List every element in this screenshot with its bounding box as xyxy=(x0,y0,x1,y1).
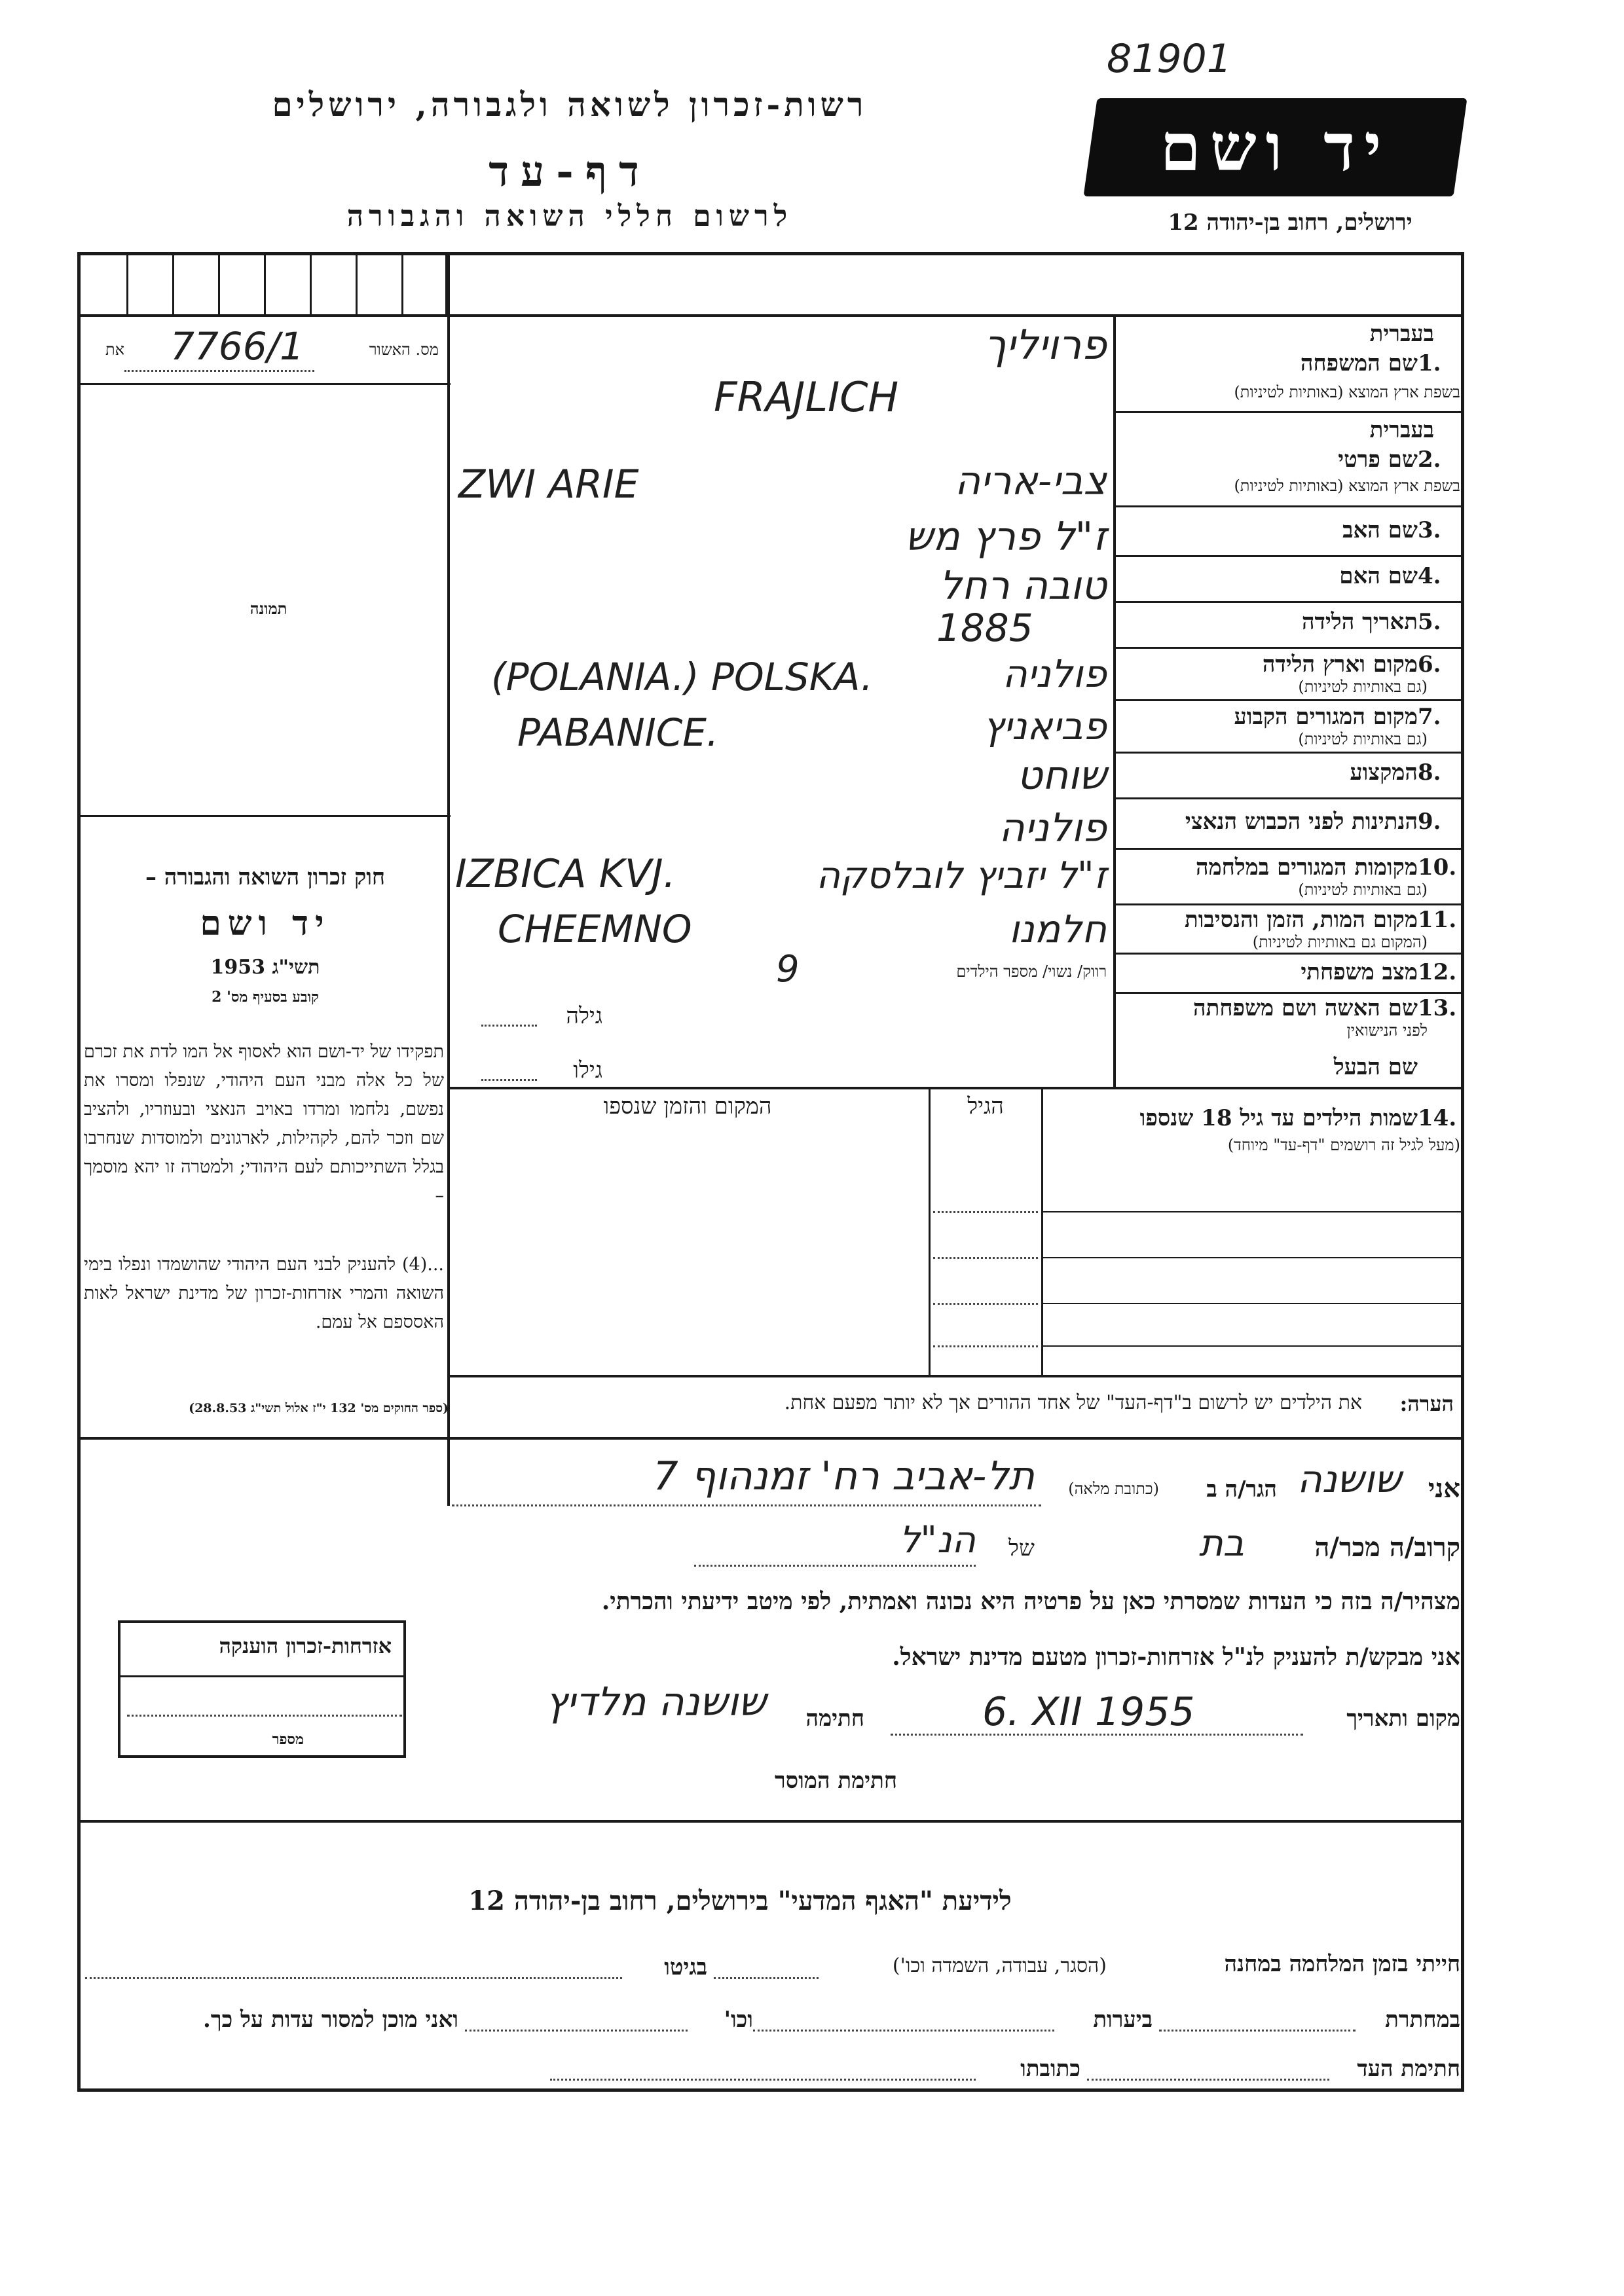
field-num-7: 7. xyxy=(1418,704,1441,730)
wartime-residence-hebrew: ז"ל יזביץ לובלסקה xyxy=(816,854,1107,897)
law-year: תשי"ג 1953 xyxy=(210,956,320,979)
field-note-6: (גם באותיות לטיניות) xyxy=(1298,678,1428,696)
decl-relation-label: קרוב/ה מכר/ה xyxy=(1314,1532,1460,1563)
law-source: (ספר החוקים מס' 132 י"ז אלול תשי"ג 28.8.53) xyxy=(189,1401,449,1415)
field-note-1: בשפת ארץ המוצא (באותיות לטיניות) xyxy=(1234,383,1460,401)
field-label-13: שם האשה ושם משפחתה xyxy=(1193,995,1418,1021)
remark-label: הערה: xyxy=(1399,1391,1454,1416)
law-name: יד ושם xyxy=(200,903,331,943)
field-num-14: 14. xyxy=(1418,1105,1457,1131)
birth-year: 1885 xyxy=(936,606,1033,650)
birthplace-latin: (POLANIA.) POLSKA. xyxy=(491,655,873,699)
field-label-6: מקום וארץ הלידה xyxy=(1262,651,1418,678)
decl-resident-label: הגר/ה ב xyxy=(1206,1476,1277,1503)
law-text: תפקידו של יד-ושם הוא לאסוף אל המו לדת את זכרם של כל אלה מבני העם היהודי, שנפלו ומסרו את נפשם, נלחמו ומרדו באויב הנאצי ובעוזריו, ולהציב שם וזכר להם, לקהילות, לארגונים ולמוסדות שנחרבו בגלל השתייכותם לעם היהודי; ולמטרה זו יהא מוסמך – xyxy=(84,1042,444,1206)
profession: שוחט xyxy=(1017,753,1107,799)
wife-age-label: גילה xyxy=(566,1003,602,1029)
field-num-3: 3. xyxy=(1418,517,1441,543)
address: ירושלים, רחוב בן-יהודה 12 xyxy=(1168,210,1412,236)
field-label-5: תאריך הלידה xyxy=(1301,609,1418,635)
field-note-13: לפני הנישואין xyxy=(1346,1021,1428,1040)
decl-statement-1: מצהיר/ה בזה כי העדות שמסרתי כאן על פרטיה היא נכונה ואמתית, לפי מיטב ידיעתי והכרתי. xyxy=(601,1588,1460,1615)
field-note-7: (גם באותיות לטיניות) xyxy=(1298,730,1428,748)
husband-label: שם הבעל xyxy=(1333,1054,1418,1080)
decl-address-value: תל-אביב רח' זמנהוף 7 xyxy=(653,1453,1035,1499)
decl-of-label: של xyxy=(1008,1535,1035,1561)
husband-age-label: גילו xyxy=(573,1057,602,1084)
decl-statement-2: אני מבקש/ת להעניק לנ"ל אזרחות-זכרון מטעם מדינת ישראל. xyxy=(892,1643,1460,1671)
stamp-box-number-label: מספר xyxy=(272,1731,304,1748)
decl-of-value: הנ"ל xyxy=(899,1519,976,1561)
logo-text: יד ושם xyxy=(1160,109,1391,186)
field-label-9: הנתינות לפני הכבוש הנאצי xyxy=(1185,809,1418,835)
death-place-hebrew: חלמנו xyxy=(1008,907,1107,951)
col-age-header: הגיל xyxy=(967,1093,1004,1120)
decl-relation-value: בת xyxy=(1198,1522,1244,1565)
approval-number: 7766/1 xyxy=(170,324,304,369)
decl-date-value: 6. XII 1955 xyxy=(982,1689,1195,1735)
field-num-8: 8. xyxy=(1418,759,1441,786)
reference-number: 81901 xyxy=(1107,36,1232,82)
footer-title: לידיעת "האגף המדעי" בירושלים, רחוב בן-יהודה 12 xyxy=(468,1886,1012,1916)
birthplace-hebrew: פולניה xyxy=(1002,651,1107,696)
decl-i-label: אני xyxy=(1428,1473,1460,1504)
photo-label: תמונה xyxy=(249,599,287,618)
field-num-5: 5. xyxy=(1418,609,1441,635)
citizenship-stamp-box xyxy=(118,1620,406,1758)
form-subtitle: לרשום חללי השואה והגבורה xyxy=(346,200,793,233)
field-note-14: (מעל לגיל זה רושמים "דף-עד" מיוחד) xyxy=(1227,1136,1460,1154)
law-clause: קובע בסעיף מס' 2 xyxy=(212,989,319,1006)
residence-hebrew: פביאניץ xyxy=(983,704,1107,748)
field-num-4: 4. xyxy=(1418,563,1441,589)
footer-line2-end: ואני מוכן למסור עדות על כך. xyxy=(203,2007,458,2033)
footer-line1-label: חייתי בזמן המלחמה במחנה xyxy=(1224,1951,1460,1977)
footer-line2-etc: וכו' xyxy=(724,2007,753,2033)
decl-signature: שושנה מלדיץ xyxy=(545,1679,766,1725)
approval-label: מס. האשור xyxy=(369,340,439,359)
approval-suffix: את xyxy=(105,340,124,359)
surname-latin: FRAJLICH xyxy=(714,373,899,421)
footer-line3-mid: כתובתו xyxy=(1020,2056,1080,2082)
remark-text: את הילדים יש לרשום ב"דף-העד" של אחד ההורים אך לא יותר מפעם אחת. xyxy=(784,1391,1362,1414)
field-label-8: המקצוע xyxy=(1350,759,1418,786)
field-num-13: 13. xyxy=(1418,995,1457,1021)
death-place-latin: CHEEMNO xyxy=(498,907,692,951)
field-label-14: שמות הילדים עד גיל 18 שנספו xyxy=(1139,1105,1418,1131)
field-label-1: שם המשפחה xyxy=(1300,350,1418,376)
field-num-1: 1. xyxy=(1418,350,1441,376)
citizenship: פולניה xyxy=(999,805,1107,851)
footer-line2-label: במחתרת xyxy=(1385,2007,1460,2033)
field-note-2: בשפת ארץ המוצא (באותיות לטיניות) xyxy=(1234,477,1460,495)
lang-hebrew-1: בעברית xyxy=(1369,321,1434,347)
field-label-2: שם פרטי xyxy=(1338,446,1418,473)
field-label-10: מקומות המגורים במלחמה xyxy=(1195,854,1418,881)
stamp-box-title: אזרחות-זכרון הוענקה xyxy=(219,1633,392,1658)
decl-address-hint: (כתובת מלאה) xyxy=(1068,1480,1159,1498)
footer-line3-label: חתימת העד xyxy=(1357,2056,1460,2082)
children-count: 9 xyxy=(776,948,800,991)
field-sub-12: רווק/ נשוי/ מספר הילדים xyxy=(956,962,1107,981)
field-num-12: 12. xyxy=(1418,959,1457,985)
decl-sorter-label: חתימת המוסר xyxy=(775,1768,897,1794)
field-num-9: 9. xyxy=(1418,809,1441,835)
field-label-12: מצב משפחתי xyxy=(1301,959,1418,985)
residence-latin: PABANICE. xyxy=(517,710,719,755)
decl-i-value: שושנה xyxy=(1297,1457,1401,1501)
wartime-residence-latin: IZBICA KVJ. xyxy=(455,851,676,897)
yad-vashem-logo xyxy=(1083,98,1467,196)
field-label-4: שם האם xyxy=(1339,563,1418,589)
field-label-7: מקום המגורים הקבוע xyxy=(1234,704,1418,730)
authority-title: רשות-זכרון לשואה ולגבורה, ירושלים xyxy=(272,85,868,124)
form-title: דף-עד xyxy=(489,147,651,196)
footer-line1-hint: (הסגר, עבודה, השמדה וכו') xyxy=(892,1954,1107,1977)
footer-line1-end: בגיטו xyxy=(664,1954,707,1980)
field-num-2: 2. xyxy=(1418,446,1441,473)
field-label-11: מקום המות, הזמן והנסיבות xyxy=(1184,907,1418,933)
decl-signature-label: חתימה xyxy=(805,1705,864,1732)
law-text-2: ...(4) להעניק לבני העם היהודי שהושמדו ונפלו בימי השואה והמרי אזרחות-זכרון של מדינת ישראל לאות האסספם אל עמם. xyxy=(84,1254,444,1332)
field-note-11: (המקום גם באותיות לטיניות) xyxy=(1252,933,1428,951)
surname-hebrew: פרויליך xyxy=(984,321,1107,369)
field-label-3: שם האב xyxy=(1342,517,1418,543)
code-boxes xyxy=(81,255,447,314)
field-num-11: 11. xyxy=(1418,907,1457,933)
field-note-10: (גם באותיות לטיניות) xyxy=(1298,881,1428,899)
law-title: חוק זכרון השואה והגבורה – xyxy=(145,864,386,890)
field-num-10: 10. xyxy=(1418,854,1457,881)
footer-line2-mid: ביערות xyxy=(1093,2007,1153,2033)
firstname-hebrew: צבי-אריה xyxy=(955,458,1107,504)
decl-place-date-label: מקום ותאריך xyxy=(1346,1705,1460,1732)
mother-name: טובה רחל xyxy=(939,563,1107,609)
col-place-header: המקום והזמן שנספו xyxy=(603,1093,772,1120)
firstname-latin: ZWI ARIE xyxy=(458,462,639,507)
field-num-6: 6. xyxy=(1418,651,1441,678)
father-name: ז"ל פרץ מש xyxy=(905,514,1107,560)
lang-hebrew-2: בעברית xyxy=(1369,417,1434,443)
